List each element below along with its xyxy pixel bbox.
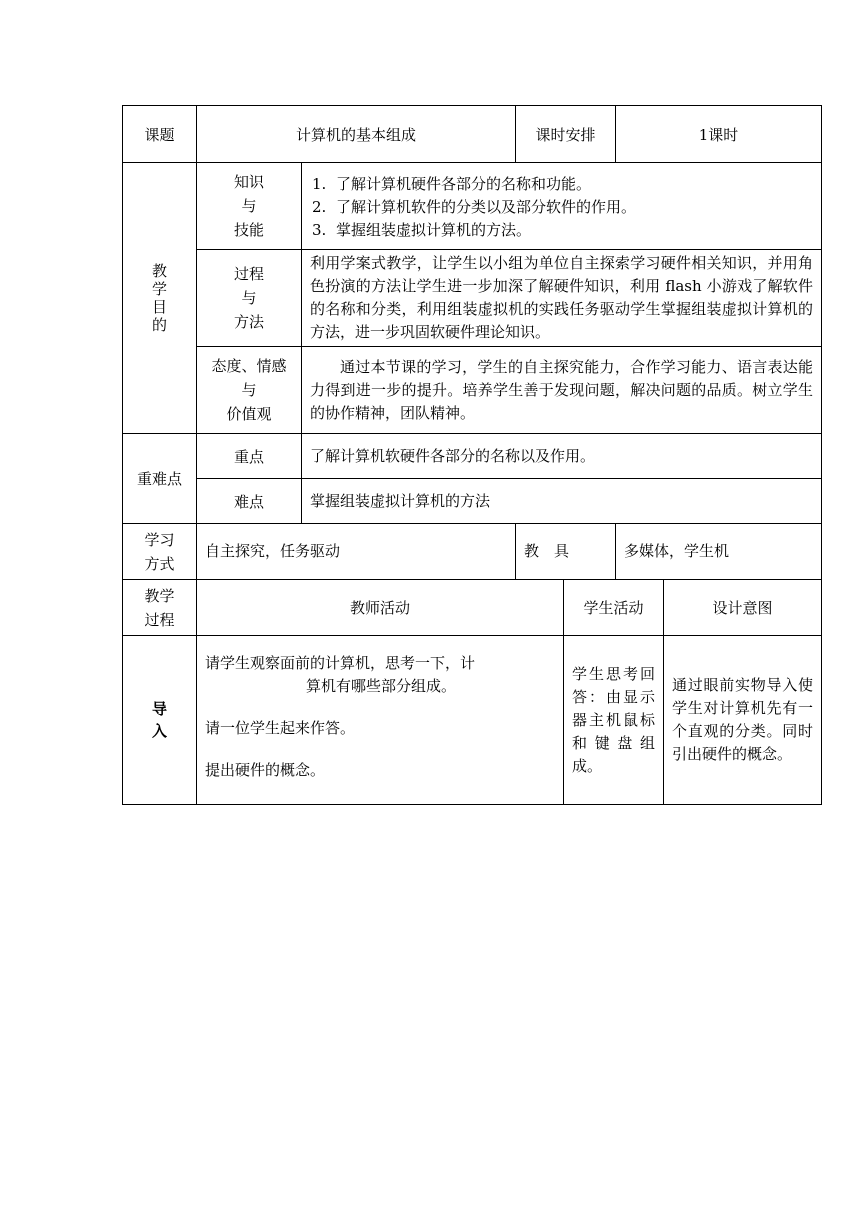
difficulty-content: 掌握组装虚拟计算机的方法 (302, 479, 822, 524)
objectives-label: 教 学 目 的 (123, 163, 197, 434)
method-value: 自主探究，任务驱动 (197, 524, 516, 580)
design-intent-header: 设计意图 (664, 580, 822, 636)
topic-label: 课题 (123, 106, 197, 163)
lesson-plan-table (122, 105, 822, 805)
process-header-row (123, 580, 822, 636)
focus-content: 了解计算机软硬件各部分的名称以及作用。 (302, 434, 822, 479)
process-content: 利用学案式教学，让学生以小组为单位自主探索学习硬件相关知识，并用角色扮演的方法让学生进一步加深了解硬件知识，利用 flash 小游戏了解软件的名称和分类，利用组装虚拟机的实践任务驱动学生掌握组装虚拟计算机的方法，进一步巩固软硬件理论知识。 (302, 250, 822, 347)
key-points-label: 重难点 (123, 434, 197, 524)
knowledge-content (302, 163, 822, 250)
method-label: 学习 方式 (123, 524, 197, 580)
difficulty-label: 难点 (197, 479, 302, 524)
objective-process-row (123, 250, 822, 347)
attitude-content: 通过本节课的学习，学生的自主探究能力，合作学习能力、语言表达能力得到进一步的提升。培养学生善于发现问题，解决问题的品质。树立学生的协作精神，团队精神。 (302, 347, 822, 434)
focus-row (123, 434, 822, 479)
difficulty-row (123, 479, 822, 524)
objective-knowledge-row (123, 163, 822, 250)
teacher-activity-header: 教师活动 (197, 580, 564, 636)
student-activity-header: 学生活动 (564, 580, 664, 636)
schedule-label: 课时安排 (516, 106, 616, 163)
method-row (123, 524, 822, 580)
intro-stage-row (123, 636, 822, 805)
tools-label: 教 具 (516, 524, 616, 580)
intro-design-intent: 通过眼前实物导入使学生对计算机先有一个直观的分类。同时引出硬件的概念。 (664, 636, 822, 805)
list-item: 3. 掌握组装虚拟计算机的方法。 (312, 221, 532, 239)
list-item: 2. 了解计算机软件的分类以及部分软件的作用。 (312, 198, 637, 216)
focus-label: 重点 (197, 434, 302, 479)
knowledge-list (302, 173, 821, 242)
teaching-process-label: 教学 过程 (123, 580, 197, 636)
topic-row (123, 106, 822, 163)
intro-stage-label: 导 入 (123, 636, 197, 805)
tools-value: 多媒体，学生机 (616, 524, 822, 580)
schedule-value: 1课时 (616, 106, 822, 163)
intro-student-activity: 学生思考回答：由显示器主机鼠标和键盘组成。 (564, 636, 664, 805)
attitude-label: 态度、情感 与 价值观 (197, 347, 302, 434)
objective-attitude-row (123, 347, 822, 434)
intro-teacher-activity: 请学生观察面前的计算机，思考一下，计 算机有哪些部分组成。 请一位学生起来作答。 提出硬件的概念。 (197, 636, 564, 805)
topic-value: 计算机的基本组成 (197, 106, 516, 163)
knowledge-label: 知识 与 技能 (197, 163, 302, 250)
list-item: 1. 了解计算机硬件各部分的名称和功能。 (312, 175, 592, 193)
process-label: 过程 与 方法 (197, 250, 302, 347)
